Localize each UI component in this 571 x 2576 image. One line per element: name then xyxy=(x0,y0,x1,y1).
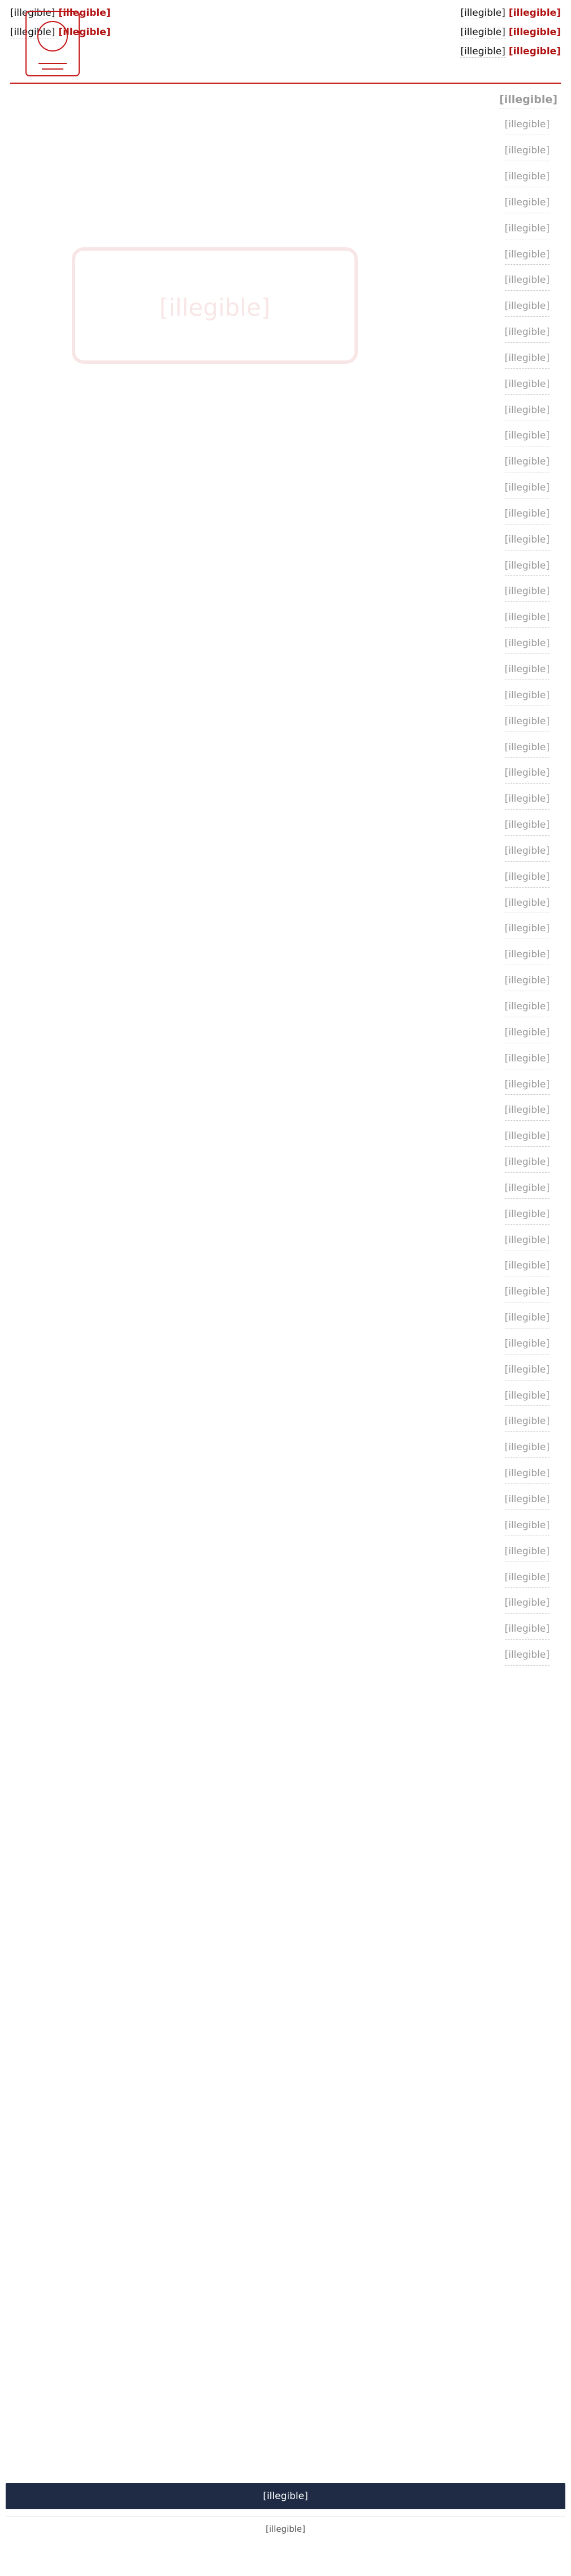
paragraph-text: [illegible] xyxy=(505,997,550,1017)
meta-row-1 xyxy=(10,3,561,23)
issuer-value: [illegible] xyxy=(10,26,55,38)
notice-paragraph xyxy=(14,789,557,810)
notice-paragraph xyxy=(14,1464,557,1484)
paragraph-text: [illegible] xyxy=(505,1256,550,1276)
paragraph-text: [illegible] xyxy=(505,452,550,472)
notice-paragraph xyxy=(14,1308,557,1328)
paragraph-text: [illegible] xyxy=(505,193,550,213)
paragraph-text: [illegible] xyxy=(505,660,550,680)
notice-paragraph xyxy=(14,815,557,836)
notice-paragraph xyxy=(14,1645,557,1666)
paragraph-text: [illegible] xyxy=(505,115,550,135)
notice-paragraph xyxy=(14,1386,557,1407)
paragraph-text: [illegible] xyxy=(505,1438,550,1458)
paragraph-text: [illegible] xyxy=(505,375,550,395)
notice-paragraph xyxy=(14,1516,557,1536)
notice-paragraph xyxy=(14,1360,557,1381)
notice-paragraph xyxy=(14,1179,557,1199)
notice-paragraph xyxy=(14,1075,557,1095)
paragraph-text: [illegible] xyxy=(505,1412,550,1432)
meta-row-3 xyxy=(10,42,561,61)
notice-paragraph xyxy=(14,634,557,654)
notice-paragraph xyxy=(14,1282,557,1302)
notice-paragraph xyxy=(14,1256,557,1276)
issue-date-label: [illegible] xyxy=(508,27,561,38)
notice-paragraph xyxy=(14,219,557,239)
footer-note-text: [illegible] xyxy=(265,2524,306,2534)
paragraph-text: [illegible] xyxy=(505,1568,550,1588)
notice-paragraph xyxy=(14,1542,557,1562)
notice-paragraph xyxy=(14,1619,557,1640)
notice-title xyxy=(460,46,561,58)
paragraph-text: [illegible] xyxy=(505,1179,550,1199)
notice-paragraph xyxy=(14,115,557,135)
watermark-text: [illegible] xyxy=(159,294,271,321)
title-value: [illegible] xyxy=(460,45,505,57)
paragraph-text: [illegible] xyxy=(505,1231,550,1251)
paragraph-text: [illegible] xyxy=(505,763,550,784)
paragraph-text: [illegible] xyxy=(505,841,550,862)
paragraph-text: [illegible] xyxy=(505,1049,550,1069)
paragraph-text: [illegible] xyxy=(505,1100,550,1121)
notice-paragraph xyxy=(14,1568,557,1588)
issue-date-value: [illegible] xyxy=(460,26,505,38)
paragraph-text: [illegible] xyxy=(505,608,550,628)
ad-number-value: [illegible] xyxy=(460,7,505,19)
paragraph-text: [illegible] xyxy=(505,1490,550,1510)
paragraph-text: [illegible] xyxy=(505,349,550,369)
paragraph-text: [illegible] xyxy=(505,712,550,732)
paragraph-text: [illegible] xyxy=(505,1542,550,1562)
notice-paragraph xyxy=(14,426,557,446)
paragraph-text: [illegible] xyxy=(505,1205,550,1225)
paragraph-text: [illegible] xyxy=(505,322,550,343)
ad-number xyxy=(460,7,561,19)
notice-paragraph xyxy=(14,349,557,369)
paragraph-text: [illegible] xyxy=(505,530,550,551)
paragraph-text: [illegible] xyxy=(505,686,550,706)
header-divider xyxy=(10,83,561,84)
notice-paragraph xyxy=(14,945,557,965)
notice-body xyxy=(14,91,557,2469)
paragraph-text: [illegible] xyxy=(505,789,550,810)
notice-paragraph xyxy=(14,478,557,498)
paragraph-text: [illegible] xyxy=(505,815,550,836)
notice-paragraph xyxy=(14,660,557,680)
notice-paragraph xyxy=(14,245,557,265)
notice-paragraph xyxy=(14,1126,557,1147)
notice-paragraph xyxy=(14,738,557,758)
notice-paragraph xyxy=(14,1205,557,1225)
paragraph-text: [illegible] xyxy=(505,245,550,265)
notice-paragraph xyxy=(14,375,557,395)
footer-note xyxy=(6,2517,565,2541)
notice-paragraph xyxy=(14,686,557,706)
paragraph-text: [illegible] xyxy=(505,1126,550,1147)
notice-paragraph xyxy=(14,322,557,343)
paragraph-text: [illegible] xyxy=(505,141,550,161)
paragraph-text: [illegible] xyxy=(505,738,550,758)
notice-paragraph xyxy=(14,712,557,732)
paragraph-text: [illegible] xyxy=(505,401,550,421)
notice-paragraph xyxy=(14,1231,557,1251)
notice-paragraph xyxy=(14,867,557,888)
notice-paragraph xyxy=(14,1412,557,1432)
ad-number-label: [illegible] xyxy=(508,7,561,19)
paragraph-text: [illegible] xyxy=(505,1308,550,1328)
notice-paragraph xyxy=(14,608,557,628)
notice-paragraph xyxy=(14,452,557,472)
notice-paragraph xyxy=(14,1334,557,1354)
issue-date xyxy=(460,27,561,38)
paragraph-text: [illegible] xyxy=(505,296,550,317)
notice-paragraph xyxy=(14,1049,557,1069)
notice-paragraph xyxy=(14,1438,557,1458)
paragraph-text: [illegible] xyxy=(505,867,550,888)
notice-paragraph xyxy=(14,401,557,421)
notice-paragraph xyxy=(14,530,557,551)
paragraph-text: [illegible] xyxy=(505,582,550,602)
notice-paragraph xyxy=(14,141,557,161)
notice-heading: [illegible] xyxy=(499,91,557,109)
paragraph-text: [illegible] xyxy=(505,1282,550,1302)
notice-paragraph xyxy=(14,1490,557,1510)
paragraph-text: [illegible] xyxy=(505,945,550,965)
paragraph-text: [illegible] xyxy=(505,919,550,939)
notice-paragraph xyxy=(14,296,557,317)
tracking-label: [illegible] xyxy=(58,7,111,19)
notice-paragraph xyxy=(14,893,557,914)
paragraph-text: [illegible] xyxy=(505,504,550,524)
organization-logo-icon xyxy=(21,7,84,80)
notice-paragraph xyxy=(14,167,557,187)
notice-paragraph xyxy=(14,841,557,862)
paragraph-text: [illegible] xyxy=(505,634,550,654)
notice-paragraph xyxy=(14,1023,557,1043)
paragraph-text: [illegible] xyxy=(505,893,550,914)
notice-paragraph xyxy=(14,270,557,291)
notice-paragraph xyxy=(14,1100,557,1121)
paragraph-text: [illegible] xyxy=(505,1360,550,1381)
paragraph-text: [illegible] xyxy=(505,1386,550,1407)
paragraph-text: [illegible] xyxy=(505,1152,550,1173)
paragraph-text: [illegible] xyxy=(505,1619,550,1640)
notice-paragraph xyxy=(14,1593,557,1614)
paragraph-text: [illegible] xyxy=(505,971,550,991)
paragraph-text: [illegible] xyxy=(505,556,550,577)
notice-paragraph xyxy=(14,971,557,991)
footer-bar xyxy=(6,2483,565,2509)
notice-paragraph xyxy=(14,763,557,784)
notice-paragraphs xyxy=(14,115,557,1666)
notice-paragraph xyxy=(14,193,557,213)
paragraph-text: [illegible] xyxy=(505,1075,550,1095)
paragraph-text: [illegible] xyxy=(505,426,550,446)
issuer-label: [illegible] xyxy=(58,27,111,38)
notice-paragraph xyxy=(14,556,557,577)
paragraph-text: [illegible] xyxy=(505,1464,550,1484)
paragraph-text: [illegible] xyxy=(505,1023,550,1043)
paragraph-text: [illegible] xyxy=(505,1593,550,1614)
meta-row-2 xyxy=(10,23,561,42)
paragraph-text: [illegible] xyxy=(505,270,550,291)
notice-paragraph xyxy=(14,582,557,602)
notice-paragraph xyxy=(14,997,557,1017)
paragraph-text: [illegible] xyxy=(505,478,550,498)
notice-paragraph xyxy=(14,919,557,939)
paragraph-text: [illegible] xyxy=(505,219,550,239)
paragraph-text: [illegible] xyxy=(505,1516,550,1536)
paragraph-text: [illegible] xyxy=(505,167,550,187)
paragraph-text: [illegible] xyxy=(505,1645,550,1666)
notice-paragraph xyxy=(14,504,557,524)
notice-paragraph xyxy=(14,1152,557,1173)
paragraph-text: [illegible] xyxy=(505,1334,550,1354)
title-label: [illegible] xyxy=(508,46,561,57)
footer-bar-text: [illegible] xyxy=(263,2491,308,2502)
notice-header xyxy=(10,3,561,84)
tracking-value: [illegible] xyxy=(10,7,55,19)
